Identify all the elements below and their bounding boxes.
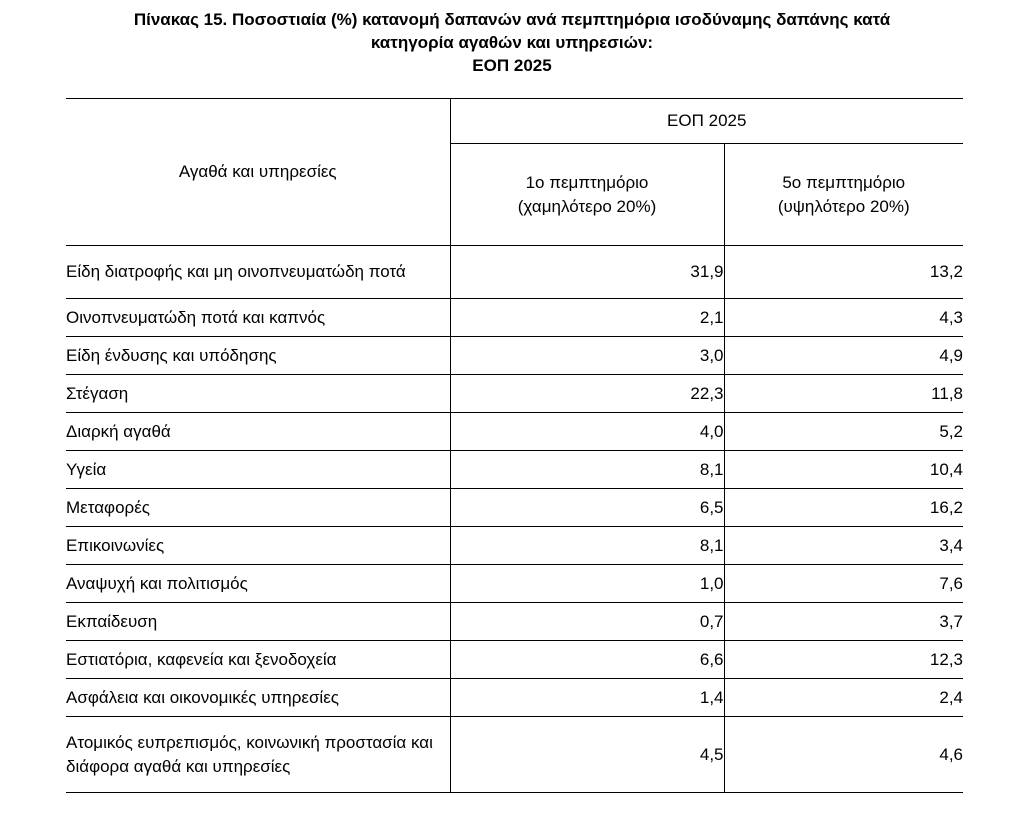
table-row (66, 375, 963, 413)
q1-value-cell: 4,5 (450, 717, 724, 793)
q5-value-cell: 11,8 (724, 375, 963, 413)
table-title (0, 8, 1024, 77)
table-row (66, 337, 963, 375)
title-line-2: κατηγορία αγαθών και υπηρεσιών: (370, 33, 654, 52)
q1-header-line-2: (χαμηλότερο 20%) (517, 196, 657, 216)
q1-value-cell: 4,0 (450, 413, 724, 451)
table-row (66, 299, 963, 337)
category-cell: Είδη ένδυσης και υπόδησης (66, 337, 450, 375)
table-row (66, 717, 963, 793)
table-row (66, 679, 963, 717)
q5-value-cell: 16,2 (724, 489, 963, 527)
category-cell: Εκπαίδευση (66, 603, 450, 641)
category-cell: Ασφάλεια και οικονομικές υπηρεσίες (66, 679, 450, 717)
category-cell: Είδη διατροφής και μη οινοπνευματώδη ποτά (66, 246, 450, 299)
category-cell: Οινοπνευματώδη ποτά και καπνός (66, 299, 450, 337)
q1-value-cell: 1,0 (450, 565, 724, 603)
q1-column-header (450, 144, 724, 246)
table-row (66, 451, 963, 489)
q5-value-cell: 3,4 (724, 527, 963, 565)
category-cell: Επικοινωνίες (66, 527, 450, 565)
category-cell: Αναψυχή και πολιτισμός (66, 565, 450, 603)
q5-value-cell: 10,4 (724, 451, 963, 489)
q1-value-cell: 6,5 (450, 489, 724, 527)
q5-value-cell: 4,6 (724, 717, 963, 793)
q5-column-header (724, 144, 963, 246)
q5-value-cell: 4,3 (724, 299, 963, 337)
eop-group-header: ΕΟΠ 2025 (450, 99, 963, 144)
category-cell: Ατομικός ευπρεπισμός, κοινωνική προστασία και διάφορα αγαθά και υπηρεσίες (66, 717, 450, 793)
q1-value-cell: 31,9 (450, 246, 724, 299)
q5-header-line-2: (υψηλότερο 20%) (777, 196, 910, 216)
goods-services-header: Αγαθά και υπηρεσίες (66, 99, 450, 246)
table-row (66, 565, 963, 603)
table-row (66, 246, 963, 299)
q1-header-line-1: 1ο πεμπτημόριο (525, 172, 649, 192)
table-row (66, 641, 963, 679)
table-row (66, 527, 963, 565)
category-cell: Υγεία (66, 451, 450, 489)
category-cell: Διαρκή αγαθά (66, 413, 450, 451)
q5-value-cell: 2,4 (724, 679, 963, 717)
q5-value-cell: 4,9 (724, 337, 963, 375)
q1-value-cell: 8,1 (450, 451, 724, 489)
q5-value-cell: 13,2 (724, 246, 963, 299)
table-row (66, 489, 963, 527)
q5-value-cell: 3,7 (724, 603, 963, 641)
q1-value-cell: 6,6 (450, 641, 724, 679)
q5-header-line-1: 5ο πεμπτημόριο (782, 172, 906, 192)
category-cell: Στέγαση (66, 375, 450, 413)
q5-value-cell: 12,3 (724, 641, 963, 679)
q5-value-cell: 5,2 (724, 413, 963, 451)
expenditure-table (66, 98, 963, 793)
q1-value-cell: 8,1 (450, 527, 724, 565)
q1-value-cell: 1,4 (450, 679, 724, 717)
q5-value-cell: 7,6 (724, 565, 963, 603)
table-row (66, 603, 963, 641)
table-row (66, 413, 963, 451)
title-line-3: ΕΟΠ 2025 (472, 56, 552, 75)
category-cell: Μεταφορές (66, 489, 450, 527)
q1-value-cell: 0,7 (450, 603, 724, 641)
category-cell: Εστιατόρια, καφενεία και ξενοδοχεία (66, 641, 450, 679)
q1-value-cell: 22,3 (450, 375, 724, 413)
q1-value-cell: 3,0 (450, 337, 724, 375)
title-line-1: Πίνακας 15. Ποσοστιαία (%) κατανομή δαπανών ανά πεμπτημόρια ισοδύναμης δαπάνης κατά (133, 10, 891, 29)
q1-value-cell: 2,1 (450, 299, 724, 337)
